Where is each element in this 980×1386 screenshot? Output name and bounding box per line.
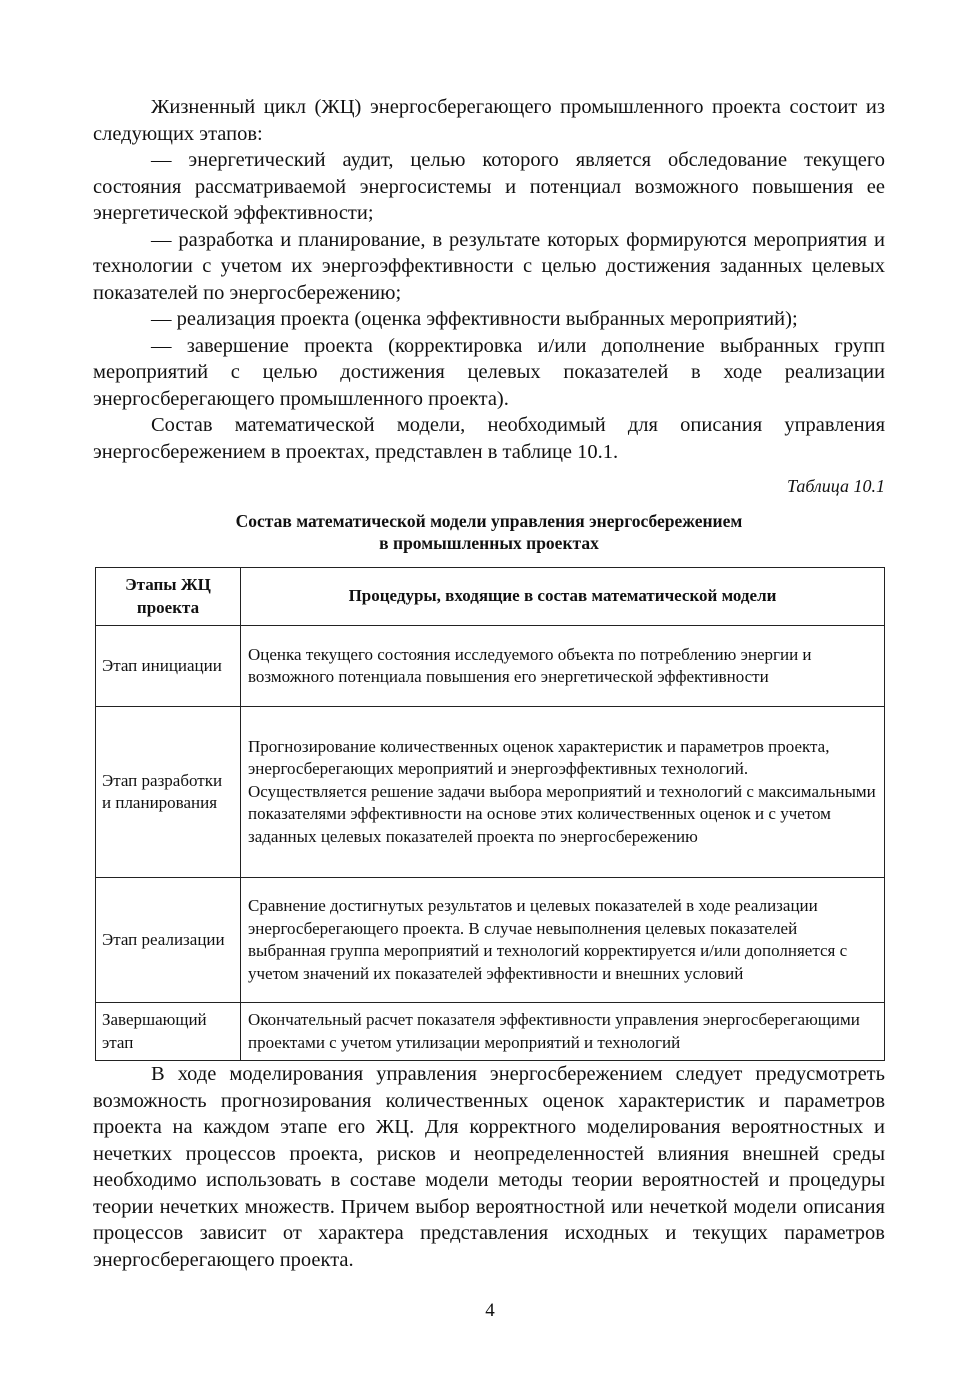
- paragraph-table-reference: Состав математической модели, необходимый для описания управления энергосбережением в проектах, представлен в таблице 10.1.: [93, 414, 885, 463]
- procedure-text: Прогнозирование количественных оценок характеристик и параметров проекта, энергосберегающих мероприятий и энергоэффективных технологий.: [248, 736, 830, 779]
- table-row: [96, 878, 885, 1003]
- list-item-audit: — энергетический аудит, целью которого является обследование текущего состояния рассматриваемой энергосистемы и потенциал возможного повышения ее энергетической эффективности;: [93, 149, 885, 224]
- table-caption: Таблица 10.1: [786, 476, 885, 496]
- row-stage-initiation: Этап инициации: [96, 626, 241, 707]
- row-stage-implementation: Этап реализации: [96, 878, 241, 1003]
- table-row: [96, 626, 885, 707]
- procedure-text: Осуществляется решение задачи выбора мероприятий и технологий с максимальными показателями эффективности на основе этих количественных оценок и с учетом заданных целевых показателей проекта по энергосбережению: [248, 781, 876, 846]
- table-row: [96, 707, 885, 878]
- document-page: [93, 94, 885, 1273]
- list-item-completion: — завершение проекта (корректировка и/или дополнение выбранных групп мероприятий с целью достижения целевых показателей в ходе реализации энергосберегающего промышленного проекта).: [93, 334, 885, 410]
- model-table: [95, 567, 885, 1061]
- paragraph-modeling: В ходе моделирования управления энергосбережением следует предусмотреть возможность прогнозирования количественных оценок характеристик и параметров проекта на каждом этапе его ЖЦ. Для корректного моделирования вероятностных и нечетких процессов проекта, рисков и неопределенностей влияния внешней среды необходимо использовать в составе модели методы теории вероятностей и процедуры теории нечетких множеств. Причем выбор вероятностной или нечеткой модели описания процессов зависит от характера представления исходных и текущих параметров энергосберегающего проекта.: [93, 1063, 885, 1271]
- row-stage-completion: Завершающий этап: [96, 1003, 241, 1061]
- header-procedures: Процедуры, входящие в состав математической модели: [241, 568, 885, 626]
- row-procedures-completion: [241, 1003, 885, 1061]
- table-title-line-1: Состав математической модели управления энергосбережением: [235, 511, 743, 531]
- procedure-text: Сравнение достигнутых результатов и целевых показателей в ходе реализации энергосберегающего проекта. В случае невыполнения целевых показателей выбранная группа мероприятий и технологий корректируется и/или дополняется с учетом значений их показателей эффективности и внешних условий: [248, 896, 848, 983]
- table-header-row: [96, 568, 885, 626]
- row-procedures-planning: [241, 707, 885, 878]
- table-row: [96, 1003, 885, 1061]
- header-stage: Этапы ЖЦ проекта: [96, 568, 241, 626]
- procedure-text: Оценка текущего состояния исследуемого объекта по потреблению энергии и возможного потенциала повышения его энергетической эффективности: [248, 644, 812, 686]
- table-title-line-2: в промышленных проектах: [379, 533, 599, 553]
- list-item-planning: — разработка и планирование, в результате которых формируются мероприятия и технологии с учетом их энергоэффективности с целью достижения заданных целевых показателей по энергосбережению;: [93, 228, 885, 304]
- list-item-implementation: — реализация проекта (оценка эффективности выбранных мероприятий);: [151, 308, 798, 330]
- procedure-text: Окончательный расчет показателя эффективности управления энергосберегающими проектами с учетом утилизации мероприятий и технологий: [248, 1010, 860, 1052]
- page-number: 4: [485, 1300, 495, 1321]
- row-stage-planning: Этап разработки и планирования: [96, 707, 241, 878]
- row-procedures-implementation: [241, 878, 885, 1003]
- row-procedures-initiation: [241, 626, 885, 707]
- table-title: [93, 510, 885, 554]
- paragraph-intro: Жизненный цикл (ЖЦ) энергосберегающего промышленного проекта состоит из следующих этапов:: [93, 96, 885, 145]
